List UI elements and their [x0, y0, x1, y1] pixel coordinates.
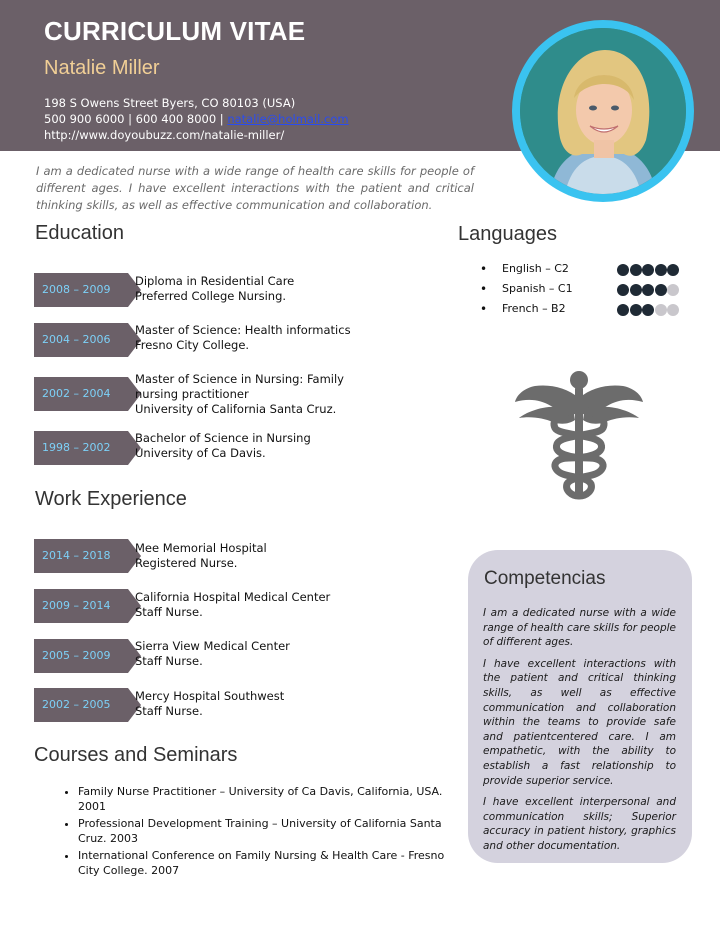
phones: 500 900 6000 | 600 400 8000 |	[44, 112, 228, 126]
year-badge: 2004 – 2006	[34, 323, 128, 357]
entry-title: Master of Science in Nursing: Family nursing practitioner	[135, 372, 344, 401]
education-entry	[34, 431, 434, 471]
competencias-heading: Competencias	[484, 568, 606, 589]
rating-dot-filled	[617, 304, 629, 316]
rating-dot-filled	[617, 264, 629, 276]
work-entry	[34, 539, 434, 579]
competencias-paragraph: I have excellent interpersonal and communication skills; Superior accuracy in patient history, graphics and other documentation.	[483, 796, 676, 852]
rating-dot-filled	[630, 284, 642, 296]
education-entry	[34, 372, 434, 417]
profile-photo-frame	[512, 20, 694, 202]
rating-dot-filled	[617, 284, 629, 296]
language-label: English – C2	[502, 262, 569, 275]
work-heading: Work Experience	[35, 488, 187, 510]
phone-email-line	[44, 111, 349, 127]
entry-details	[135, 372, 375, 417]
courses-list	[56, 784, 448, 880]
language-label: French – B2	[502, 302, 566, 315]
address: 198 S Owens Street Byers, CO 80103 (USA)	[44, 96, 296, 110]
entry-details	[135, 431, 425, 461]
language-level-rating	[617, 303, 680, 315]
list-item: • Professional Development Training – University of California Santa Cruz. 2003	[78, 816, 448, 846]
rating-dot-filled	[655, 284, 667, 296]
year-badge: 2014 – 2018	[34, 539, 128, 573]
courses-heading: Courses and Seminars	[34, 744, 238, 766]
work-entry	[34, 639, 434, 679]
entry-details	[135, 689, 425, 719]
rating-dot-filled	[642, 264, 654, 276]
rating-dot-empty	[667, 304, 679, 316]
entry-details	[135, 639, 425, 669]
language-label: Spanish – C1	[502, 282, 573, 295]
education-entry	[34, 323, 434, 363]
candidate-name: Natalie Miller	[44, 57, 160, 79]
rating-dot-empty	[667, 284, 679, 296]
cv-title: CURRICULUM VITAE	[44, 16, 306, 46]
entry-title: Bachelor of Science in Nursing	[135, 431, 311, 445]
year-badge: 2008 – 2009	[34, 273, 128, 307]
language-item	[480, 279, 690, 299]
email-link[interactable]: natalie@holmail.com	[227, 112, 349, 126]
year-badge: 2005 – 2009	[34, 639, 128, 673]
caduceus-icon	[511, 368, 647, 504]
contact-block	[44, 95, 349, 143]
work-entry	[34, 589, 434, 629]
work-entry	[34, 688, 434, 728]
entry-institution: Preferred College Nursing.	[135, 289, 287, 303]
rating-dot-filled	[655, 264, 667, 276]
language-level-rating	[617, 283, 680, 295]
language-item	[480, 259, 690, 279]
rating-dot-filled	[630, 264, 642, 276]
entry-employer: Mercy Hospital Southwest	[135, 689, 285, 703]
entry-institution: Fresno City College.	[135, 338, 250, 352]
entry-institution: University of California Santa Cruz.	[135, 402, 337, 416]
list-item: • Family Nurse Practitioner – University of Ca Davis, California, USA. 2001	[78, 784, 448, 814]
entry-role: Staff Nurse.	[135, 704, 203, 718]
entry-institution: University of Ca Davis.	[135, 446, 266, 460]
competencias-panel	[468, 550, 692, 863]
entry-employer: Mee Memorial Hospital	[135, 541, 267, 555]
entry-employer: California Hospital Medical Center	[135, 590, 331, 604]
rating-dot-filled	[642, 284, 654, 296]
education-heading: Education	[35, 222, 124, 244]
competencias-text	[483, 606, 676, 861]
rating-dot-filled	[630, 304, 642, 316]
year-badge: 1998 – 2002	[34, 431, 128, 465]
rating-dot-filled	[667, 264, 679, 276]
year-badge: 2002 – 2004	[34, 377, 128, 411]
rating-dot-empty	[655, 304, 667, 316]
intro-summary: I am a dedicated nurse with a wide range of health care skills for people of different ages. I have excellent interactions with the patient and critical thinking skills, as well as effective communication and collaboration.	[36, 164, 474, 212]
rating-dot-filled	[642, 304, 654, 316]
education-entry	[34, 273, 434, 313]
entry-details	[135, 274, 425, 304]
list-item: • International Conference on Family Nursing & Health Care - Fresno City College. 2007	[78, 848, 448, 878]
year-badge: 2009 – 2014	[34, 589, 128, 623]
competencias-paragraph: I am a dedicated nurse with a wide range of health care skills for people of different ages.	[483, 607, 676, 649]
year-badge: 2002 – 2005	[34, 688, 128, 722]
entry-employer: Sierra View Medical Center	[135, 639, 290, 653]
entry-role: Staff Nurse.	[135, 605, 203, 619]
profile-photo	[520, 28, 686, 194]
competencias-paragraph: I have excellent interactions with the patient and critical thinking skills, as well as effective communication and collaboration within the teams to provide safe and patientcentered care. I am empathetic, with the ability to establish a fast relationship to provide superior service.	[483, 657, 676, 787]
entry-role: Registered Nurse.	[135, 556, 238, 570]
entry-role: Staff Nurse.	[135, 654, 203, 668]
entry-title: Master of Science: Health informatics	[135, 323, 351, 337]
entry-details	[135, 323, 425, 353]
languages-heading: Languages	[458, 223, 557, 245]
entry-details	[135, 590, 425, 620]
entry-title: Diploma in Residential Care	[135, 274, 295, 288]
language-item	[480, 299, 690, 319]
website[interactable]: http://www.doyoubuzz.com/natalie-miller/	[44, 128, 285, 142]
languages-list	[480, 259, 690, 319]
language-level-rating	[617, 263, 680, 275]
entry-details	[135, 541, 425, 571]
